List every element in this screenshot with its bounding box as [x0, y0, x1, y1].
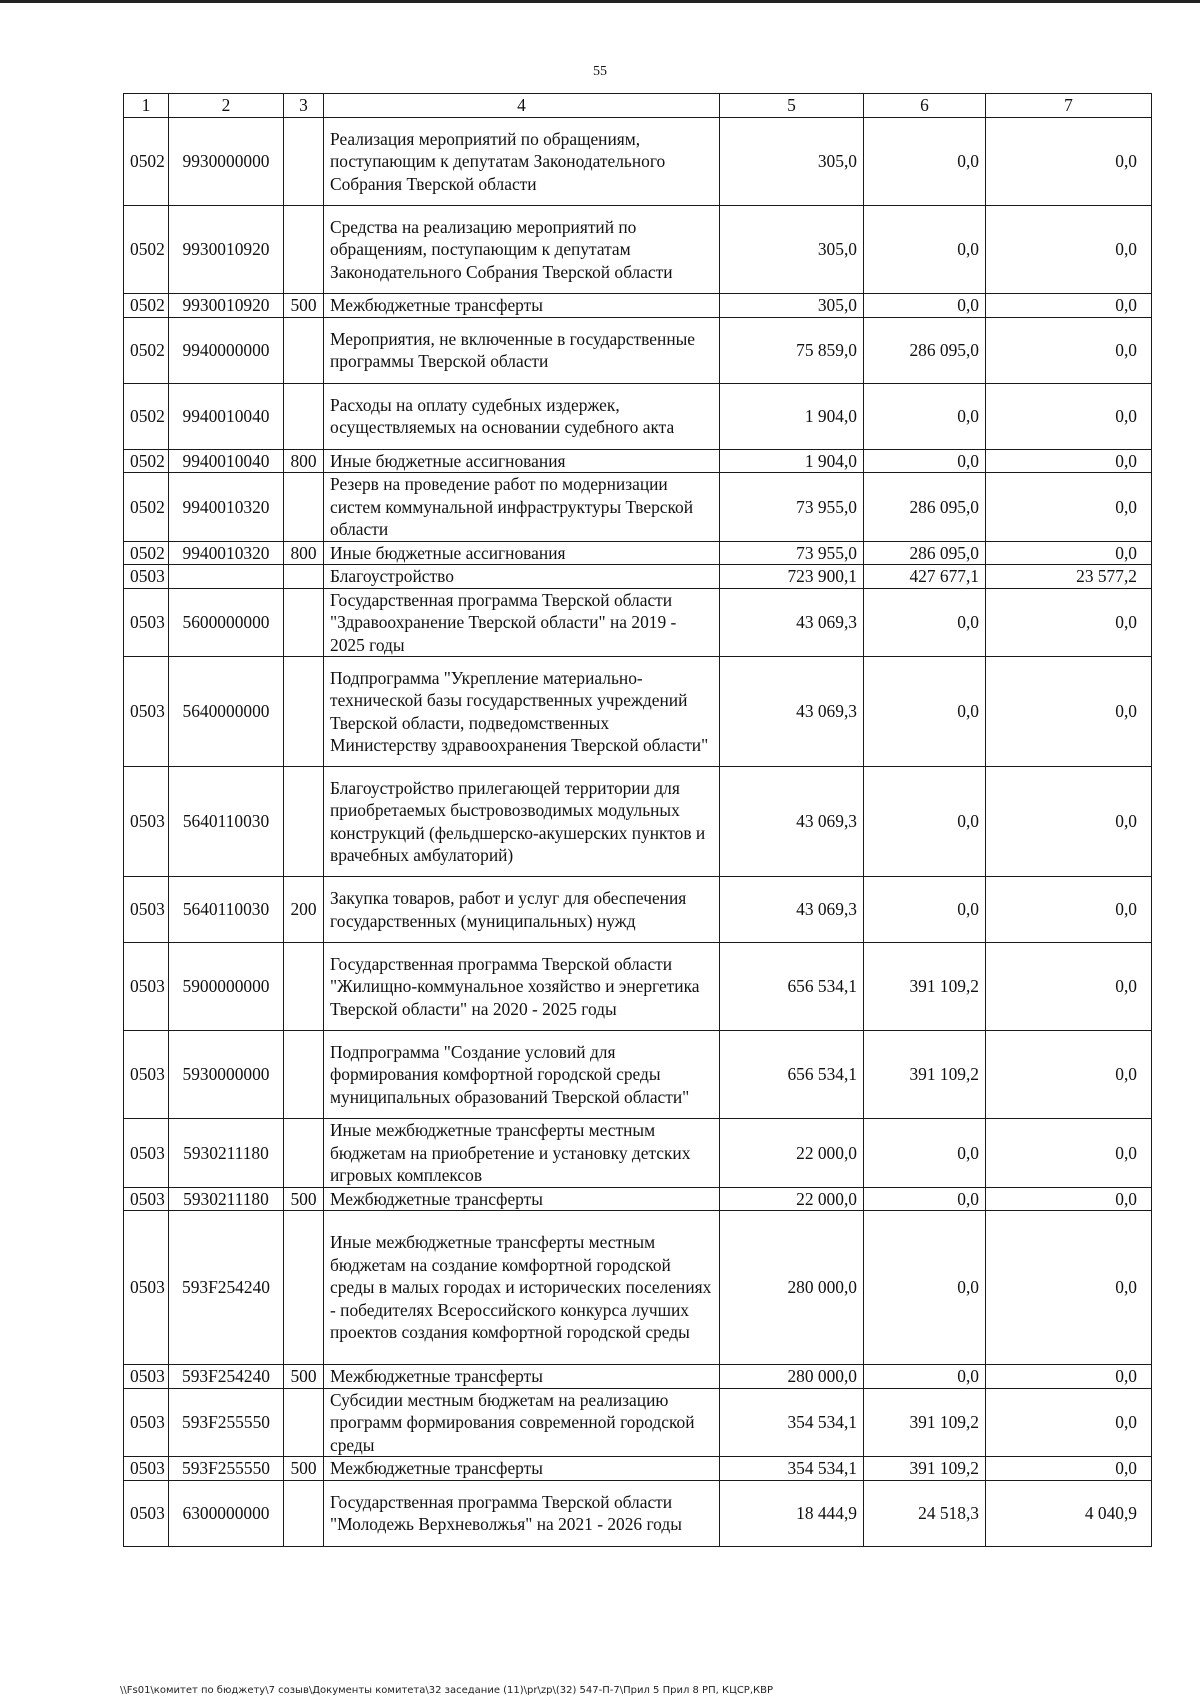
row-expense-type-cell [284, 317, 324, 383]
row-expense-type-cell [284, 943, 324, 1031]
row-value-2021-cell: 1 904,0 [720, 449, 864, 473]
row-value-2021-cell: 1 904,0 [720, 383, 864, 449]
table-row [124, 1211, 1152, 1365]
row-section-cell: 0502 [124, 541, 169, 565]
row-name-cell: Закупка товаров, работ и услуг для обеспечения государственных (муниципальных) нужд [324, 877, 720, 943]
row-code-cell: 9930000000 [169, 118, 284, 206]
row-expense-type-cell [284, 1031, 324, 1119]
row-value-2021-cell: 22 000,0 [720, 1119, 864, 1188]
row-value-2022-cell: 0,0 [864, 767, 986, 877]
table-row [124, 657, 1152, 767]
row-value-2022-cell: 0,0 [864, 1211, 986, 1365]
table-row [124, 1365, 1152, 1389]
row-name-cell: Иные межбюджетные трансферты местным бюджетам на создание комфортной городской среды в малых городах и исторических поселениях - победителях Всероссийского конкурса лучших проектов создания комфортной городской среды [324, 1211, 720, 1365]
row-name-cell: Иные межбюджетные трансферты местным бюджетам на приобретение и установку детских игровых комплексов [324, 1119, 720, 1188]
row-name-cell: Расходы на оплату судебных издержек, осуществляемых на основании судебного акта [324, 383, 720, 449]
row-code-cell: 9940010320 [169, 541, 284, 565]
row-name-cell: Резерв на проведение работ по модернизации систем коммунальной инфраструктуры Тверской области [324, 473, 720, 542]
row-value-2021-cell: 305,0 [720, 206, 864, 294]
table-row [124, 767, 1152, 877]
row-value-2021-cell: 354 534,1 [720, 1457, 864, 1481]
row-name-cell: Благоустройство прилегающей территории для приобретаемых быстровозводимых модульных конструкций (фельдшерско-акушерских пунктов и врачебных амбулаторий) [324, 767, 720, 877]
row-expense-type-cell [284, 1388, 324, 1457]
row-section-cell: 0503 [124, 1031, 169, 1119]
row-value-2022-cell: 0,0 [864, 1187, 986, 1211]
row-value-2023-cell: 4 040,9 [986, 1480, 1152, 1546]
row-section-cell: 0503 [124, 1187, 169, 1211]
top-border-line [0, 0, 1200, 3]
row-expense-type-cell: 500 [284, 1457, 324, 1481]
row-expense-type-cell: 500 [284, 1365, 324, 1389]
row-value-2023-cell: 0,0 [986, 206, 1152, 294]
row-value-2022-cell: 391 109,2 [864, 1031, 986, 1119]
row-value-2021-cell: 656 534,1 [720, 1031, 864, 1119]
table-row [124, 1187, 1152, 1211]
row-value-2021-cell: 22 000,0 [720, 1187, 864, 1211]
row-section-cell: 0503 [124, 877, 169, 943]
row-value-2021-cell: 73 955,0 [720, 473, 864, 542]
row-value-2022-cell: 0,0 [864, 1119, 986, 1188]
row-name-cell: Государственная программа Тверской области "Жилищно-коммунальное хозяйство и энергетика Тверской области" на 2020 - 2025 годы [324, 943, 720, 1031]
row-name-cell: Межбюджетные трансферты [324, 1457, 720, 1481]
row-expense-type-cell [284, 383, 324, 449]
row-name-cell: Мероприятия, не включенные в государственные программы Тверской области [324, 317, 720, 383]
row-section-cell: 0503 [124, 1388, 169, 1457]
row-name-cell: Государственная программа Тверской области "Здравоохранение Тверской области" на 2019 - 2025 годы [324, 588, 720, 657]
table-row [124, 588, 1152, 657]
row-section-cell: 0502 [124, 317, 169, 383]
header-cell: 5 [720, 94, 864, 118]
row-value-2022-cell: 0,0 [864, 1365, 986, 1389]
row-code-cell: 9940010040 [169, 383, 284, 449]
row-name-cell: Реализация мероприятий по обращениям, поступающим к депутатам Законодательного Собрания Тверской области [324, 118, 720, 206]
header-cell: 2 [169, 94, 284, 118]
row-code-cell: 593F254240 [169, 1211, 284, 1365]
header-row [124, 94, 1152, 118]
row-section-cell: 0503 [124, 1457, 169, 1481]
row-section-cell: 0503 [124, 1119, 169, 1188]
row-name-cell: Иные бюджетные ассигнования [324, 449, 720, 473]
row-value-2021-cell: 43 069,3 [720, 767, 864, 877]
header-cell: 1 [124, 94, 169, 118]
row-value-2023-cell: 0,0 [986, 317, 1152, 383]
row-value-2023-cell: 0,0 [986, 1119, 1152, 1188]
row-value-2023-cell: 0,0 [986, 588, 1152, 657]
row-value-2023-cell: 0,0 [986, 1211, 1152, 1365]
table-row [124, 294, 1152, 318]
row-expense-type-cell [284, 657, 324, 767]
row-value-2023-cell: 0,0 [986, 118, 1152, 206]
header-cell: 4 [324, 94, 720, 118]
row-name-cell: Средства на реализацию мероприятий по обращениям, поступающим к депутатам Законодательного Собрания Тверской области [324, 206, 720, 294]
row-section-cell: 0502 [124, 118, 169, 206]
row-code-cell: 6300000000 [169, 1480, 284, 1546]
row-code-cell: 5930211180 [169, 1187, 284, 1211]
row-value-2023-cell: 0,0 [986, 1457, 1152, 1481]
table-row [124, 565, 1152, 589]
row-expense-type-cell: 500 [284, 1187, 324, 1211]
row-value-2023-cell: 0,0 [986, 449, 1152, 473]
row-section-cell: 0503 [124, 1480, 169, 1546]
row-value-2021-cell: 656 534,1 [720, 943, 864, 1031]
row-section-cell: 0503 [124, 1365, 169, 1389]
table-row [124, 1388, 1152, 1457]
row-value-2023-cell: 0,0 [986, 657, 1152, 767]
row-value-2021-cell: 73 955,0 [720, 541, 864, 565]
row-value-2023-cell: 0,0 [986, 1365, 1152, 1389]
table-row [124, 317, 1152, 383]
row-code-cell: 5930211180 [169, 1119, 284, 1188]
row-code-cell: 5930000000 [169, 1031, 284, 1119]
row-section-cell: 0503 [124, 588, 169, 657]
row-value-2021-cell: 43 069,3 [720, 657, 864, 767]
row-value-2022-cell: 0,0 [864, 206, 986, 294]
row-name-cell: Межбюджетные трансферты [324, 1187, 720, 1211]
row-value-2022-cell: 286 095,0 [864, 541, 986, 565]
row-value-2021-cell: 280 000,0 [720, 1211, 864, 1365]
row-expense-type-cell: 800 [284, 541, 324, 565]
header-cell: 3 [284, 94, 324, 118]
row-value-2022-cell: 391 109,2 [864, 1388, 986, 1457]
row-name-cell: Подпрограмма "Создание условий для формирования комфортной городской среды муниципальных образований Тверской области" [324, 1031, 720, 1119]
table-row [124, 541, 1152, 565]
row-value-2022-cell: 427 677,1 [864, 565, 986, 589]
row-code-cell: 593F254240 [169, 1365, 284, 1389]
row-value-2022-cell: 0,0 [864, 383, 986, 449]
row-value-2022-cell: 0,0 [864, 449, 986, 473]
row-value-2021-cell: 75 859,0 [720, 317, 864, 383]
table-row [124, 1031, 1152, 1119]
row-value-2022-cell: 391 109,2 [864, 1457, 986, 1481]
row-code-cell [169, 565, 284, 589]
budget-table [123, 93, 1152, 1547]
row-expense-type-cell [284, 473, 324, 542]
header-cell: 6 [864, 94, 986, 118]
row-value-2021-cell: 305,0 [720, 118, 864, 206]
row-expense-type-cell [284, 1211, 324, 1365]
row-value-2023-cell: 0,0 [986, 877, 1152, 943]
table-row [124, 1119, 1152, 1188]
row-name-cell: Межбюджетные трансферты [324, 1365, 720, 1389]
row-section-cell: 0502 [124, 206, 169, 294]
row-expense-type-cell: 800 [284, 449, 324, 473]
row-value-2021-cell: 18 444,9 [720, 1480, 864, 1546]
row-value-2023-cell: 0,0 [986, 473, 1152, 542]
table-row [124, 206, 1152, 294]
row-value-2023-cell: 0,0 [986, 1031, 1152, 1119]
row-name-cell: Государственная программа Тверской области "Молодежь Верхневолжья" на 2021 - 2026 годы [324, 1480, 720, 1546]
table-row [124, 118, 1152, 206]
row-code-cell: 9930010920 [169, 294, 284, 318]
table-row [124, 1480, 1152, 1546]
row-name-cell: Субсидии местным бюджетам на реализацию программ формирования современной городской среды [324, 1388, 720, 1457]
footer-file-path: \\Fs01\комитет по бюджету\7 созыв\Документы комитета\32 заседание (11)\pr\zp\(32) 547-П-7\Прил 5 Прил 8 РП, КЦСР,КВР [120, 1685, 774, 1696]
row-value-2023-cell: 0,0 [986, 541, 1152, 565]
row-value-2023-cell: 0,0 [986, 383, 1152, 449]
row-section-cell: 0502 [124, 383, 169, 449]
row-section-cell: 0503 [124, 565, 169, 589]
row-value-2021-cell: 280 000,0 [720, 1365, 864, 1389]
row-section-cell: 0503 [124, 767, 169, 877]
row-section-cell: 0503 [124, 657, 169, 767]
row-expense-type-cell [284, 588, 324, 657]
row-value-2023-cell: 23 577,2 [986, 565, 1152, 589]
row-value-2022-cell: 0,0 [864, 657, 986, 767]
row-code-cell: 9930010920 [169, 206, 284, 294]
row-value-2022-cell: 0,0 [864, 118, 986, 206]
row-code-cell: 593F255550 [169, 1457, 284, 1481]
row-name-cell: Благоустройство [324, 565, 720, 589]
row-value-2022-cell: 286 095,0 [864, 317, 986, 383]
row-code-cell: 5600000000 [169, 588, 284, 657]
table-row [124, 1457, 1152, 1481]
row-expense-type-cell [284, 1119, 324, 1188]
row-value-2022-cell: 286 095,0 [864, 473, 986, 542]
table-row [124, 877, 1152, 943]
row-expense-type-cell [284, 565, 324, 589]
row-value-2023-cell: 0,0 [986, 943, 1152, 1031]
row-value-2021-cell: 43 069,3 [720, 588, 864, 657]
row-value-2023-cell: 0,0 [986, 1187, 1152, 1211]
table-row [124, 943, 1152, 1031]
budget-table-body [124, 118, 1152, 1547]
row-code-cell: 9940010320 [169, 473, 284, 542]
row-code-cell: 5640110030 [169, 767, 284, 877]
row-expense-type-cell [284, 206, 324, 294]
header-cell: 7 [986, 94, 1152, 118]
row-value-2023-cell: 0,0 [986, 767, 1152, 877]
row-name-cell: Межбюджетные трансферты [324, 294, 720, 318]
row-expense-type-cell: 200 [284, 877, 324, 943]
row-code-cell: 5900000000 [169, 943, 284, 1031]
row-expense-type-cell [284, 767, 324, 877]
row-section-cell: 0503 [124, 1211, 169, 1365]
row-value-2022-cell: 0,0 [864, 877, 986, 943]
page-number: 55 [593, 64, 607, 79]
row-value-2023-cell: 0,0 [986, 1388, 1152, 1457]
row-name-cell: Подпрограмма "Укрепление материально-технической базы государственных учреждений Тверской области, подведомственных Министерству здравоохранения Тверской области" [324, 657, 720, 767]
row-code-cell: 9940010040 [169, 449, 284, 473]
row-value-2022-cell: 24 518,3 [864, 1480, 986, 1546]
row-code-cell: 5640110030 [169, 877, 284, 943]
row-value-2021-cell: 305,0 [720, 294, 864, 318]
row-section-cell: 0502 [124, 294, 169, 318]
row-value-2023-cell: 0,0 [986, 294, 1152, 318]
row-expense-type-cell: 500 [284, 294, 324, 318]
table-row [124, 473, 1152, 542]
row-section-cell: 0503 [124, 943, 169, 1031]
row-code-cell: 5640000000 [169, 657, 284, 767]
row-value-2021-cell: 43 069,3 [720, 877, 864, 943]
row-section-cell: 0502 [124, 449, 169, 473]
row-section-cell: 0502 [124, 473, 169, 542]
row-name-cell: Иные бюджетные ассигнования [324, 541, 720, 565]
row-expense-type-cell [284, 118, 324, 206]
row-code-cell: 593F255550 [169, 1388, 284, 1457]
row-code-cell: 9940000000 [169, 317, 284, 383]
row-value-2022-cell: 391 109,2 [864, 943, 986, 1031]
table-row [124, 383, 1152, 449]
row-expense-type-cell [284, 1480, 324, 1546]
row-value-2021-cell: 723 900,1 [720, 565, 864, 589]
row-value-2022-cell: 0,0 [864, 294, 986, 318]
table-row [124, 449, 1152, 473]
row-value-2021-cell: 354 534,1 [720, 1388, 864, 1457]
row-value-2022-cell: 0,0 [864, 588, 986, 657]
